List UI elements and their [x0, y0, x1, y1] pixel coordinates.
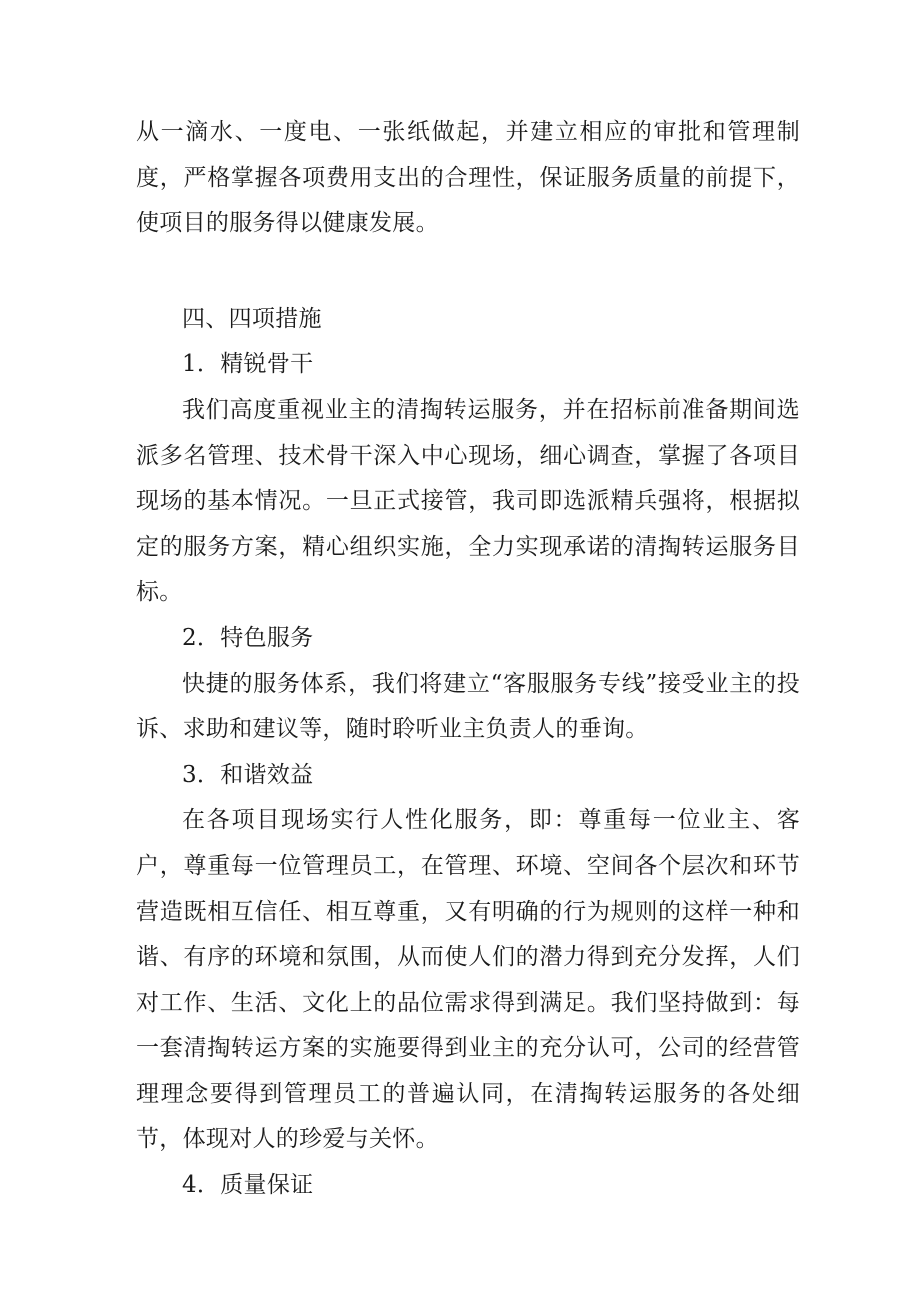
subheading-quality-assurance: 4．质量保证	[182, 1172, 314, 1199]
subheading-elite-backbone: 1．精锐骨干	[182, 351, 314, 378]
section-heading-four-measures: 四、四项措施	[182, 305, 322, 332]
subheading-featured-service: 2．特色服务	[182, 624, 314, 651]
subheading-harmonious-benefit: 3．和谐效益	[182, 761, 314, 788]
paragraph-harmonious-benefit: 在各项目现场实行人性化服务，即：尊重每一位业主、客户，尊重每一位管理员工，在管理、环境、空间各个层次和环节营造既相互信任、相互尊重，又有明确的行为规则的这样一种和谐、有序的环境和氛围，从而使人们的潜力得到充分发挥，人们对工作、生活、文化上的品位需求得到满足。我们坚持做到：每一套清掏转运方案的实施要得到业主的充分认可，公司的经营管理理念要得到管理员工的普遍认同，在清掏转运服务的各处细节，体现对人的珍爱与关怀。	[136, 807, 800, 1153]
paragraph-featured-service: 快捷的服务体系，我们将建立“客服服务专线”接受业主的投诉、求助和建议等，随时聆听业主负责人的垂询。	[136, 670, 800, 743]
paragraph-cost-control: 从一滴水、一度电、一张纸做起，并建立相应的审批和管理制度，严格掌握各项费用支出的合理性，保证服务质量的前提下，使项目的服务得以健康发展。	[136, 119, 800, 237]
paragraph-elite-backbone: 我们高度重视业主的清掏转运服务，并在招标前准备期间选派多名管理、技术骨干深入中心现场，细心调查，掌握了各项目现场的基本情况。一旦正式接管，我司即选派精兵强将，根据拟定的服务方案，精心组织实施，全力实现承诺的清掏转运服务目标。	[136, 396, 800, 606]
document-body	[136, 110, 800, 1209]
